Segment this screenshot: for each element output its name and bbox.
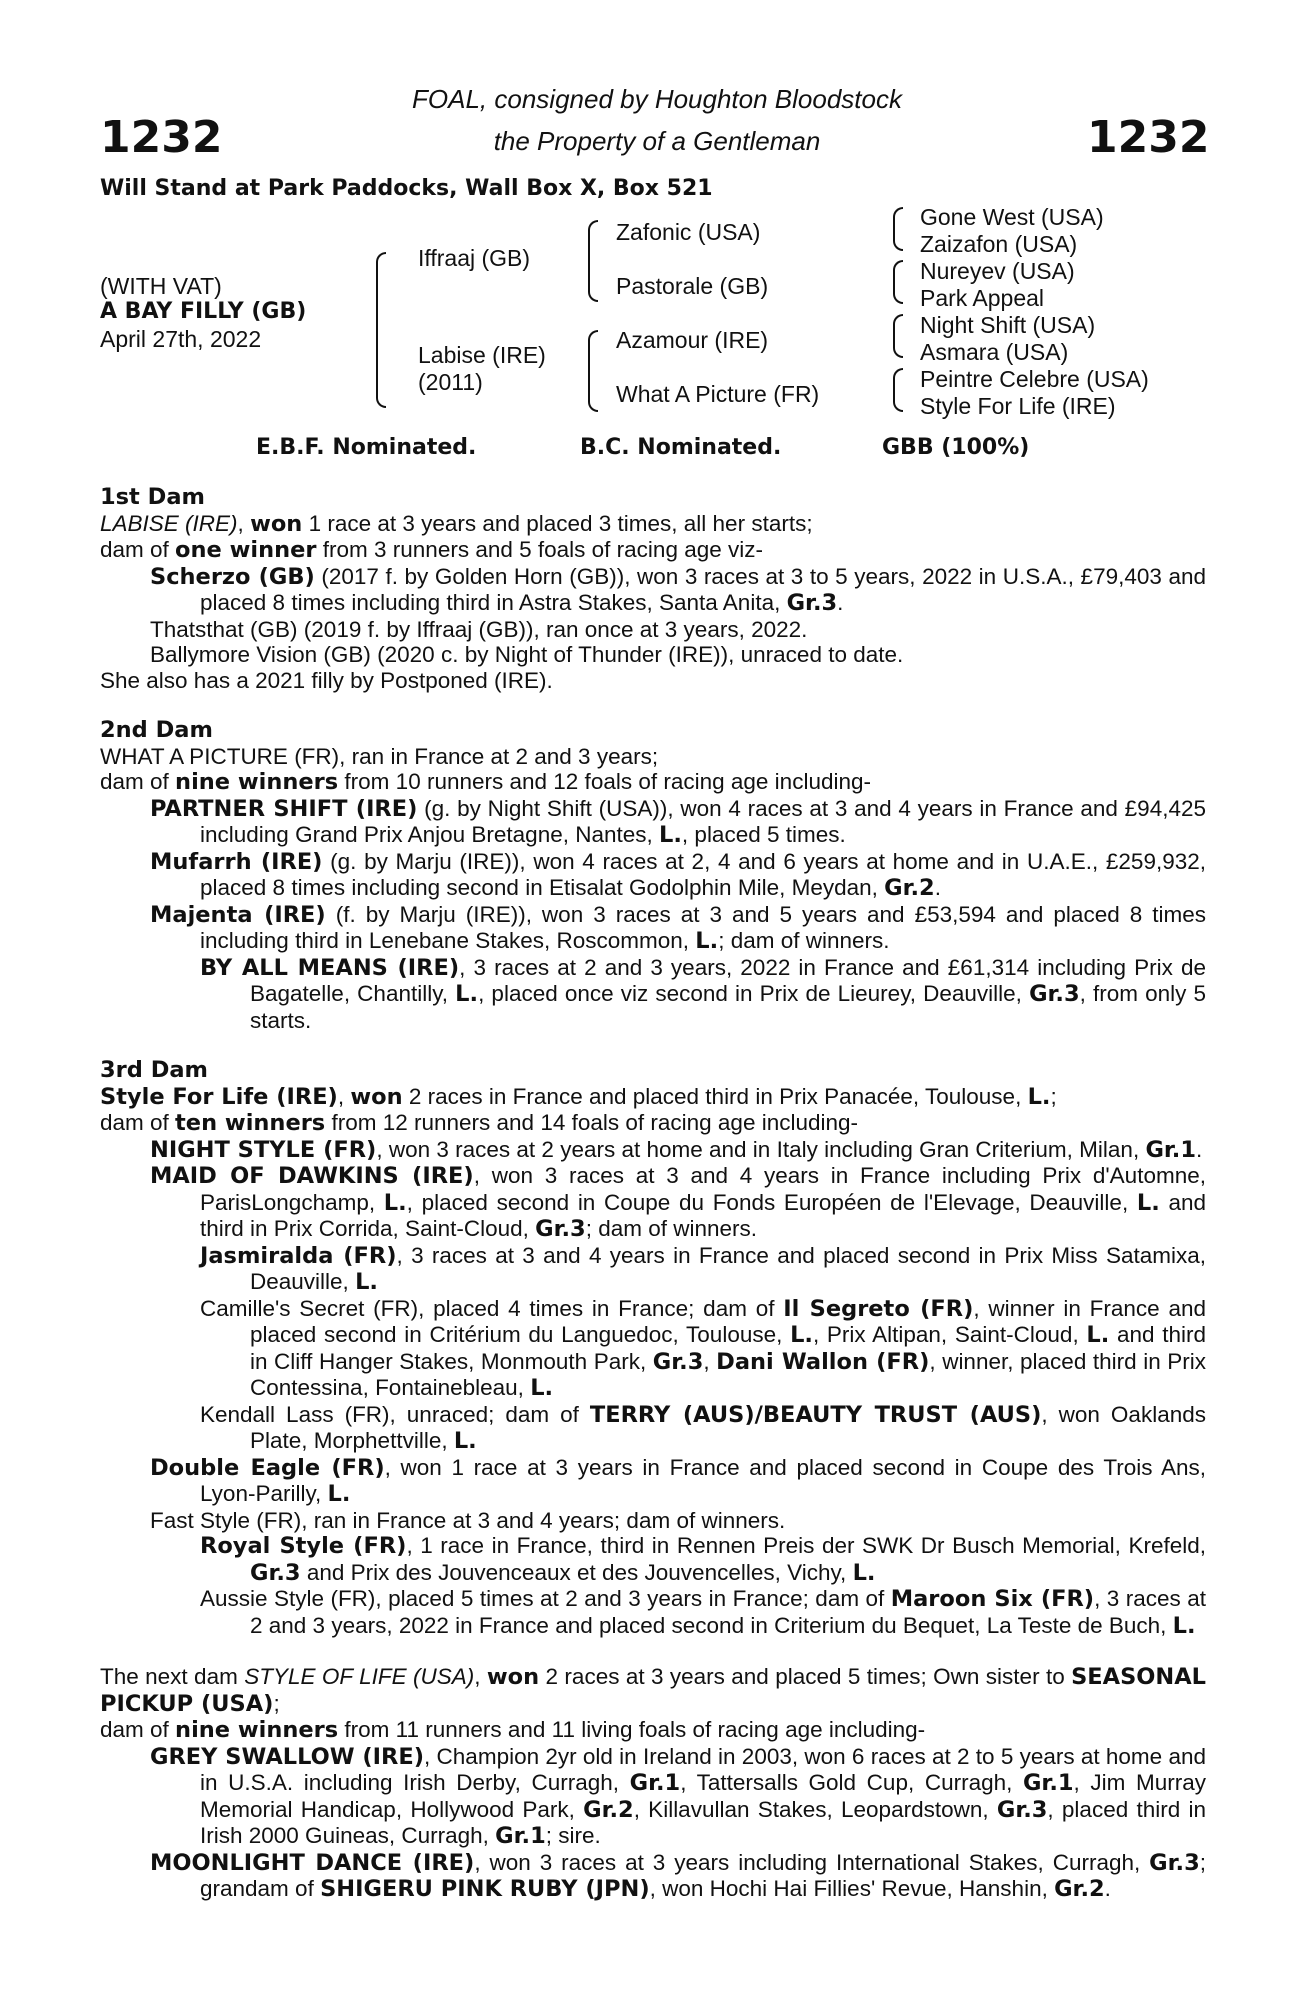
third-dam-entry-5: Kendall Lass (FR), unraced; dam of TERRY (AUS)/BEAUTY TRUST (AUS), won Oaklands Plate, Morphettville, L. xyxy=(200,1401,1206,1454)
bracket-parents xyxy=(376,252,386,408)
horse-dob: April 27th, 2022 xyxy=(100,326,262,352)
ggp-6: Asmara (USA) xyxy=(920,339,1069,365)
first-dam-line-2: dam of one winner from 3 runners and 5 foals of racing age viz- xyxy=(100,537,763,563)
first-dam-entry-3: Ballymore Vision (GB) (2020 c. by Night of Thunder (IRE)), unraced to date. xyxy=(150,642,904,667)
sire-sire: Zafonic (USA) xyxy=(616,219,761,245)
second-dam-entry-4: BY ALL MEANS (IRE), 3 races at 2 and 3 years, 2022 in France and £61,314 including Prix de Bagatelle, Chantilly, L., placed once viz second in Prix de Lieurey, Deauville, Gr.3, from only 5 starts. xyxy=(200,954,1207,1033)
ebf-nomination: E.B.F. Nominated. xyxy=(256,435,477,460)
second-dam-entry-1: PARTNER SHIFT (IRE) (g. by Night Shift (USA)), won 4 races at 3 and 4 years in France and £94,425 including Grand Prix Anjou Bretagne, Nantes, L., placed 5 times. xyxy=(150,795,1207,848)
third-dam-heading: 3rd Dam xyxy=(100,1057,208,1083)
gbb-nomination: GBB (100%) xyxy=(882,435,1030,460)
stand-location: Will Stand at Park Paddocks, Wall Box X, Box 521 xyxy=(100,176,713,201)
dam-sire: Azamour (IRE) xyxy=(616,327,769,353)
third-dam-line-1: Style For Life (IRE), won 2 races in France and placed third in Prix Panacée, Toulouse, L.; xyxy=(100,1083,1057,1110)
first-dam-heading: 1st Dam xyxy=(100,484,205,510)
catalogue-body xyxy=(100,485,1206,1903)
third-dam-entry-9: Aussie Style (FR), placed 5 times at 2 and 3 years in France; dam of Maroon Six (FR), 3 races at 2 and 3 years, 2022 in France and placed second in Criterium du Bequet, La Teste de Buch, L. xyxy=(200,1586,1206,1639)
second-dam-line-1: WHAT A PICTURE (FR), ran in France at 2 and 3 years; xyxy=(100,743,659,769)
bracket-gg2 xyxy=(893,260,903,304)
third-dam-entry-8: Royal Style (FR), 1 race in France, third in Rennen Preis der SWK Dr Busch Memorial, Krefeld, Gr.3 and Prix des Jouvenceaux et des Jouvencelles, Vichy, L. xyxy=(200,1533,1207,1586)
ggp-8: Style For Life (IRE) xyxy=(920,393,1116,419)
ggp-3: Nureyev (USA) xyxy=(920,258,1075,284)
bracket-gg3 xyxy=(893,314,903,358)
second-dam-entry-3: Majenta (IRE) (f. by Marju (IRE)), won 3 races at 3 and 5 years and £53,594 and placed 8 times including third in Lenebane Stakes, Roscommon, L.; dam of winners. xyxy=(150,901,1206,954)
third-dam-section xyxy=(100,1058,1206,1639)
second-dam-heading: 2nd Dam xyxy=(100,717,213,743)
bc-nomination: B.C. Nominated. xyxy=(580,435,782,460)
ggp-5: Night Shift (USA) xyxy=(920,312,1096,338)
bracket-gg1 xyxy=(893,207,903,251)
horse-name: A BAY FILLY (GB) xyxy=(100,299,307,324)
third-dam-entry-3: Jasmiralda (FR), 3 races at 3 and 4 years in France and placed second in Prix Miss Satamixa, Deauville, L. xyxy=(200,1242,1207,1295)
third-dam-entry-4: Camille's Secret (FR), placed 4 times in France; dam of Il Segreto (FR), winner in France and placed second in Critérium du Languedoc, Toulouse, L., Prix Altipan, Saint-Cloud, L. and third in Cliff Hanger Stakes, Monmouth Park, Gr.3, Dani Wallon (FR), winner, placed third in Prix Contessina, Fontainebleau, L. xyxy=(200,1295,1207,1401)
first-dam-entry-4: She also has a 2021 filly by Postponed (IRE). xyxy=(100,667,553,693)
next-dam-line-2: dam of nine winners from 11 runners and 11 living foals of racing age including- xyxy=(100,1717,926,1743)
third-dam-entry-7: Fast Style (FR), ran in France at 3 and 4 years; dam of winners. xyxy=(150,1507,786,1533)
second-dam-section xyxy=(100,718,1206,1033)
ggp-4: Park Appeal xyxy=(920,285,1045,311)
consignor-line: FOAL, consigned by Houghton Bloodstock xyxy=(412,84,902,114)
vat-note: (WITH VAT) xyxy=(100,273,222,299)
bracket-dam xyxy=(588,330,598,412)
second-dam-line-2: dam of nine winners from 10 runners and 12 foals of racing age including- xyxy=(100,769,871,795)
next-dam-section xyxy=(100,1664,1206,1903)
first-dam-entry-2: Thatsthat (GB) (2019 f. by Iffraaj (GB)), ran once at 3 years, 2022. xyxy=(150,616,808,642)
next-dam-entry-2: MOONLIGHT DANCE (IRE), won 3 races at 3 years including International Stakes, Curragh, Gr.3; grandam of SHIGERU PINK RUBY (JPN), won Hochi Hai Fillies' Revue, Hanshin, Gr.2. xyxy=(150,1849,1206,1902)
first-dam-entry-1: Scherzo (GB) (2017 f. by Golden Horn (GB)), won 3 races at 3 to 5 years, 2022 in U.S.A., £79,403 and placed 8 times including third in Astra Stakes, Santa Anita, Gr.3. xyxy=(150,563,1206,616)
next-dam-entry-1: GREY SWALLOW (IRE), Champion 2yr old in Ireland in 2003, won 6 races at 2 to 5 years at home and in U.S.A. including Irish Derby, Curragh, Gr.1, Tattersalls Gold Cup, Curragh, Gr.1, Jim Murray Memorial Handicap, Hollywood Park, Gr.2, Killavullan Stakes, Leopardstown, Gr.3, placed third in Irish 2000 Guineas, Curragh, Gr.1; sire. xyxy=(150,1743,1206,1849)
dam-year: (2011) xyxy=(418,369,483,395)
ggp-2: Zaizafon (USA) xyxy=(920,231,1078,257)
third-dam-entry-2: MAID OF DAWKINS (IRE), won 3 races at 3 and 4 years in France including Prix d'Automne, ParisLongchamp, L., placed second in Coupe du Fonds Européen de l'Elevage, Deauville, L. and third in Prix Corrida, Saint-Cloud, Gr.3; dam of winners. xyxy=(150,1163,1206,1242)
ggp-7: Peintre Celebre (USA) xyxy=(920,366,1149,392)
second-dam-entry-2: Mufarrh (IRE) (g. by Marju (IRE)), won 4 races at 2, 4 and 6 years at home and in U.A.E., £259,932, placed 8 times including second in Etisalat Godolphin Mile, Meydan, Gr.2. xyxy=(150,848,1207,901)
next-dam-line-1: The next dam STYLE OF LIFE (USA), won 2 races at 3 years and placed 5 times; Own sister to SEASONAL PICKUP (USA); xyxy=(100,1664,1206,1717)
ggp-1: Gone West (USA) xyxy=(920,204,1104,230)
sire: Iffraaj (GB) xyxy=(418,245,531,271)
property-line: the Property of a Gentleman xyxy=(493,126,821,156)
lot-number-left: 1232 xyxy=(100,112,223,163)
third-dam-entry-6: Double Eagle (FR), won 1 race at 3 years in France and placed second in Coupe des Trois Ans, Lyon-Parilly, L. xyxy=(150,1454,1206,1507)
dam-dam: What A Picture (FR) xyxy=(616,381,820,407)
third-dam-line-2: dam of ten winners from 12 runners and 14 foals of racing age including- xyxy=(100,1110,859,1136)
dam: Labise (IRE) xyxy=(418,342,546,368)
bracket-gg4 xyxy=(893,368,903,412)
first-dam-line-1: LABISE (IRE), won 1 race at 3 years and placed 3 times, all her starts; xyxy=(100,510,813,537)
sire-dam: Pastorale (GB) xyxy=(616,273,769,299)
third-dam-entry-1: NIGHT STYLE (FR), won 3 races at 2 years at home and in Italy including Gran Criterium, Milan, Gr.1. xyxy=(150,1136,1203,1163)
lot-number-right: 1232 xyxy=(1087,112,1210,163)
bracket-sire xyxy=(588,220,598,302)
first-dam-section xyxy=(100,485,1206,693)
